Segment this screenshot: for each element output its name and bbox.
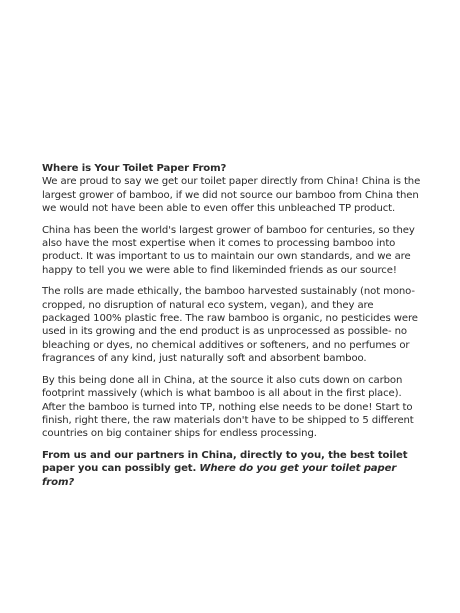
closing-statement: From us and our partners in China, directly to you, the best toilet paper you can possibly get. [42, 449, 408, 475]
paragraph-carbon-footprint: By this being done all in China, at the source it also cuts down on carbon footprint massively (which is what bamboo is all about in the first place). After the bamboo is turned into TP, nothing else needs to be done! Start to finish, right there, the raw materials don't have to be shipped to 5 different countries on big container ships for endless processing. [42, 374, 414, 440]
article-body [42, 162, 424, 497]
closing-paragraph [42, 449, 424, 489]
closing-question: Where do you get your toilet paper from? [42, 463, 397, 488]
intro-text: We are proud to say we get our toilet paper directly from China! China is the largest grower of bamboo, if we did not source our bamboo from China then we would not have been able to even offer this unbleached TP product. [42, 176, 421, 215]
paragraph-ethical-production: The rolls are made ethically, the bamboo harvested sustainably (not mono-cropped, no disruption of natural eco system, vegan), and they are packaged 100% plastic free. The raw bamboo is organic, no pesticides were used in its growing and the end product is as unprocessed as possible- no bleaching or dyes, no chemical additives or softeners, and no perfumes or fragrances of any kind, just naturally soft and absorbent bamboo. [42, 286, 418, 365]
paragraph-bamboo-history: China has been the world's largest grower of bamboo for centuries, so they also have the most expertise when it comes to processing bamboo into product. It was important to us to maintain our own standards, and we are happy to tell you we were able to find likeminded friends as our source! [42, 224, 415, 276]
section-heading: Where is Your Toilet Paper From? [42, 163, 227, 174]
intro-paragraph [42, 162, 424, 216]
